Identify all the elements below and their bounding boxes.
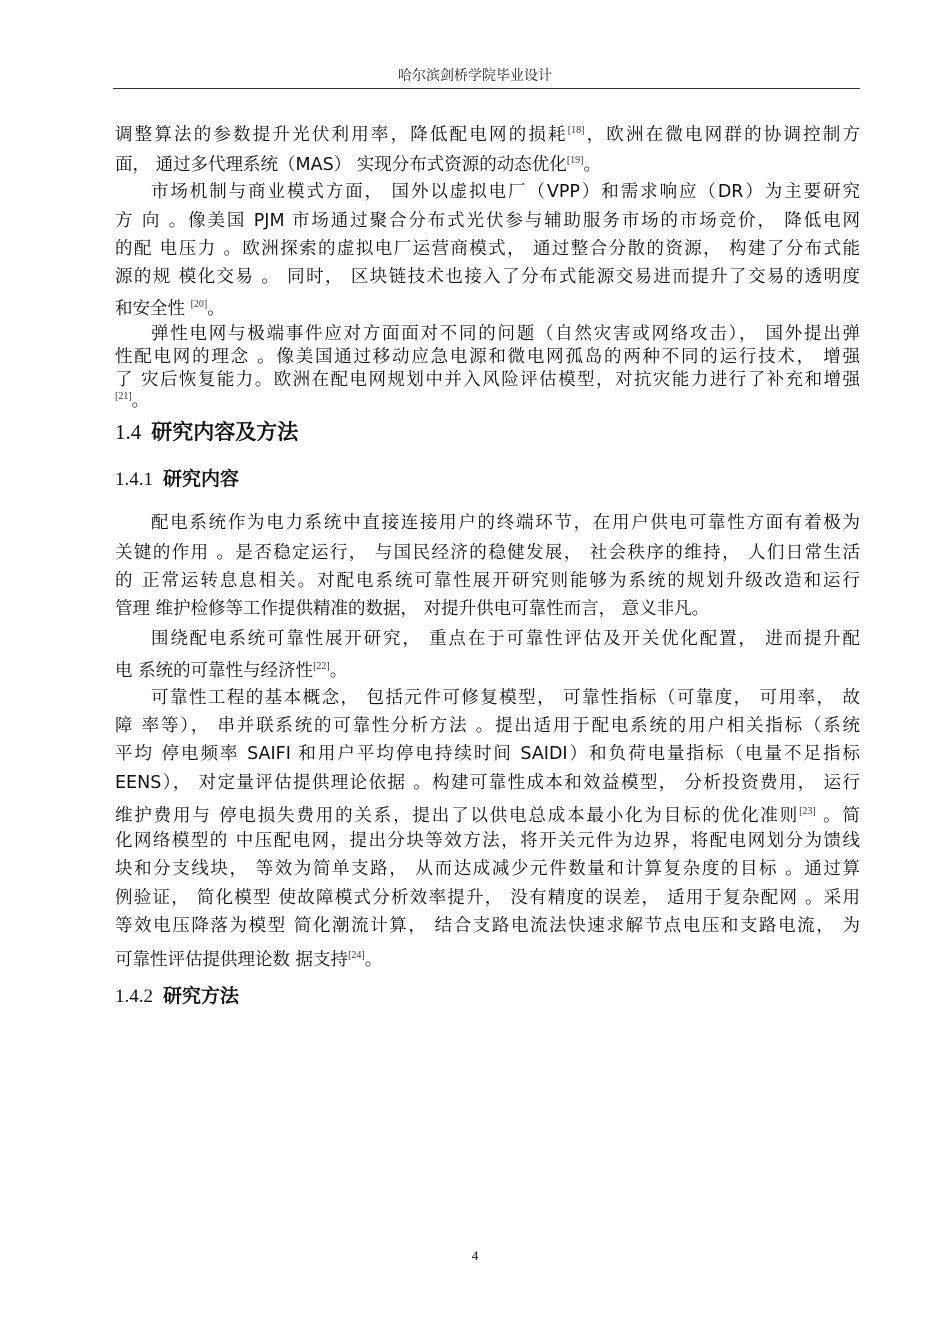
text-segment: 可靠性评估提供理论数 据支持 — [115, 950, 349, 970]
text-segment: 。 — [329, 661, 348, 681]
text-segment: 配电系统作为电力系统中直接连接用户的终端环节，在用户供电可靠性方面有着极为 — [151, 513, 860, 533]
text-line — [115, 772, 860, 794]
page-header: 哈尔滨剑桥学院毕业设计 — [398, 68, 552, 84]
text-segment: 调整算法的参数提升光伏利用率，降低配电网的损耗 — [115, 125, 568, 145]
text-line — [151, 323, 860, 345]
text-segment: 化网络模型的 中压配电网，提出分块等效方法，将开关元件为边界，将配电网划分为馈线 — [115, 831, 860, 851]
text-line — [151, 687, 860, 709]
text-line — [115, 715, 860, 737]
text-line — [115, 386, 860, 412]
text-segment: 了 灾后恢复能力。欧洲在配电网规划中并入风险评估模型，对抗灾能力进行了补充和增强 — [115, 370, 860, 390]
text-line — [115, 210, 860, 232]
text-segment: 的 正常运转息息相关。对配电系统可靠性展开研究则能够为系统的规划升级改造和运行 — [115, 571, 860, 591]
section-number: 1.4.1 — [115, 469, 153, 490]
section-title: 研究内容 — [163, 468, 240, 490]
text-segment: 管理 维护检修等工作提供精准的数据， 对提升供电可靠性而言， 意义非凡。 — [115, 599, 710, 619]
section-heading-1-4 — [115, 416, 298, 446]
section-title: 研究方法 — [163, 985, 240, 1007]
text-segment: 等效电压降落为模型 简化潮流计算， 结合支路电流法快速求解节点电压和支路电流， 为 — [115, 916, 860, 936]
text-segment: 电 系统的可靠性与经济性 — [115, 661, 314, 681]
text-segment: 可靠性工程的基本概念， 包括元件可修复模型， 可靠性指标（可靠度， 可用率， 故 — [151, 688, 860, 708]
text-segment: 障 率等）， 串并联系统的可靠性分析方法 。提出适用于配电系统的用户相关指标（系统 — [115, 716, 860, 736]
text-segment: ，欧洲在微电网群的协调控制方 — [584, 125, 861, 145]
text-segment: 面， 通过多代理系统（MAS） 实现分布式资源的动态优化 — [115, 155, 567, 175]
text-line — [115, 656, 860, 682]
citation-ref: [21] — [115, 391, 132, 402]
section-number: 1.4.2 — [115, 986, 153, 1007]
text-line — [115, 801, 860, 827]
text-segment: 。 — [364, 950, 383, 970]
text-line — [151, 628, 860, 650]
text-line — [115, 858, 860, 880]
text-segment: 平均 停电频率 SAIFI 和用户平均停电持续时间 SAIDI）和负荷电量指标（电量不足指标 — [115, 744, 860, 764]
citation-ref: [19] — [566, 155, 584, 166]
text-line — [115, 570, 860, 592]
text-line — [115, 598, 860, 620]
text-line — [115, 830, 860, 852]
text-segment: 。 — [207, 299, 225, 319]
text-segment: 的配 电压力 。欧洲探索的虚拟电厂运营商模式， 通过整合分散的资源， 构建了分布式能 — [115, 239, 860, 259]
text-segment: 维护费用与 停电损失费用的关系，提出了以供电总成本最小化为目标的优化准则 — [115, 806, 800, 826]
text-segment: 市场机制与商业模式方面， 国外以虚拟电厂（VPP）和需求响应（DR）为主要研究 — [151, 182, 860, 202]
text-segment: 源的规 模化交易 。 同时， 区块链技术也接入了分布式能源交易进而提升了交易的透明度 — [115, 267, 860, 287]
text-line — [115, 238, 860, 260]
text-segment: 围绕配电系统可靠性展开研究， 重点在于可靠性评估及开关优化配置， 进而提升配 — [151, 629, 860, 649]
text-segment: 性配电网的理念 。像美国通过移动应急电源和微电网孤岛的两种不同的运行技术， 增强 — [115, 347, 860, 367]
citation-ref: [24] — [348, 950, 365, 961]
text-segment: 方 向 。像美国 PJM 市场通过聚合分布式光伏参与辅助服务市场的市场竞价， 降低电网 — [115, 211, 860, 231]
citation-ref: [22] — [313, 661, 330, 672]
citation-ref: [20] — [190, 299, 208, 310]
text-line — [115, 743, 860, 765]
section-title: 研究内容及方法 — [151, 420, 299, 444]
text-line — [115, 915, 860, 937]
text-line — [151, 181, 860, 203]
section-heading-1-4-1 — [115, 464, 239, 491]
text-line — [115, 542, 860, 564]
text-line — [115, 346, 860, 368]
text-segment: 。简 — [815, 806, 860, 826]
text-segment: 关键的作用 。是否稳定运行， 与国民经济的稳健发展， 社会秩序的维持， 人们日常生活 — [115, 543, 860, 563]
text-line — [115, 150, 860, 176]
section-number: 1.4 — [115, 420, 142, 444]
text-line — [115, 945, 860, 971]
citation-ref: [23] — [799, 806, 816, 817]
text-line — [151, 512, 860, 534]
text-line — [115, 294, 860, 320]
text-line — [115, 266, 860, 288]
text-line — [115, 120, 860, 146]
text-segment: 。 — [583, 155, 601, 175]
text-segment: 弹性电网与极端事件应对方面面对不同的问题（自然灾害或网络攻击）， 国外提出弹 — [151, 324, 860, 344]
section-heading-1-4-2 — [115, 981, 239, 1008]
page-number: 4 — [471, 1248, 479, 1263]
text-line — [115, 887, 860, 909]
citation-ref: [18] — [567, 125, 585, 136]
text-segment: 和安全性 — [115, 299, 191, 319]
header-rule — [113, 88, 860, 89]
text-segment: 块和分支线块， 等效为简单支路， 从而达成减少元件数量和计算复杂度的目标 。通过算 — [115, 859, 860, 879]
text-segment: 。 — [131, 391, 150, 411]
text-segment: EENS）， 对定量评估提供理论依据 。构建可靠性成本和效益模型， 分析投资费用， 运行 — [115, 773, 860, 793]
text-segment: 例验证， 简化模型 使故障模式分析效率提升， 没有精度的误差， 适用于复杂配网 。采用 — [115, 888, 860, 908]
